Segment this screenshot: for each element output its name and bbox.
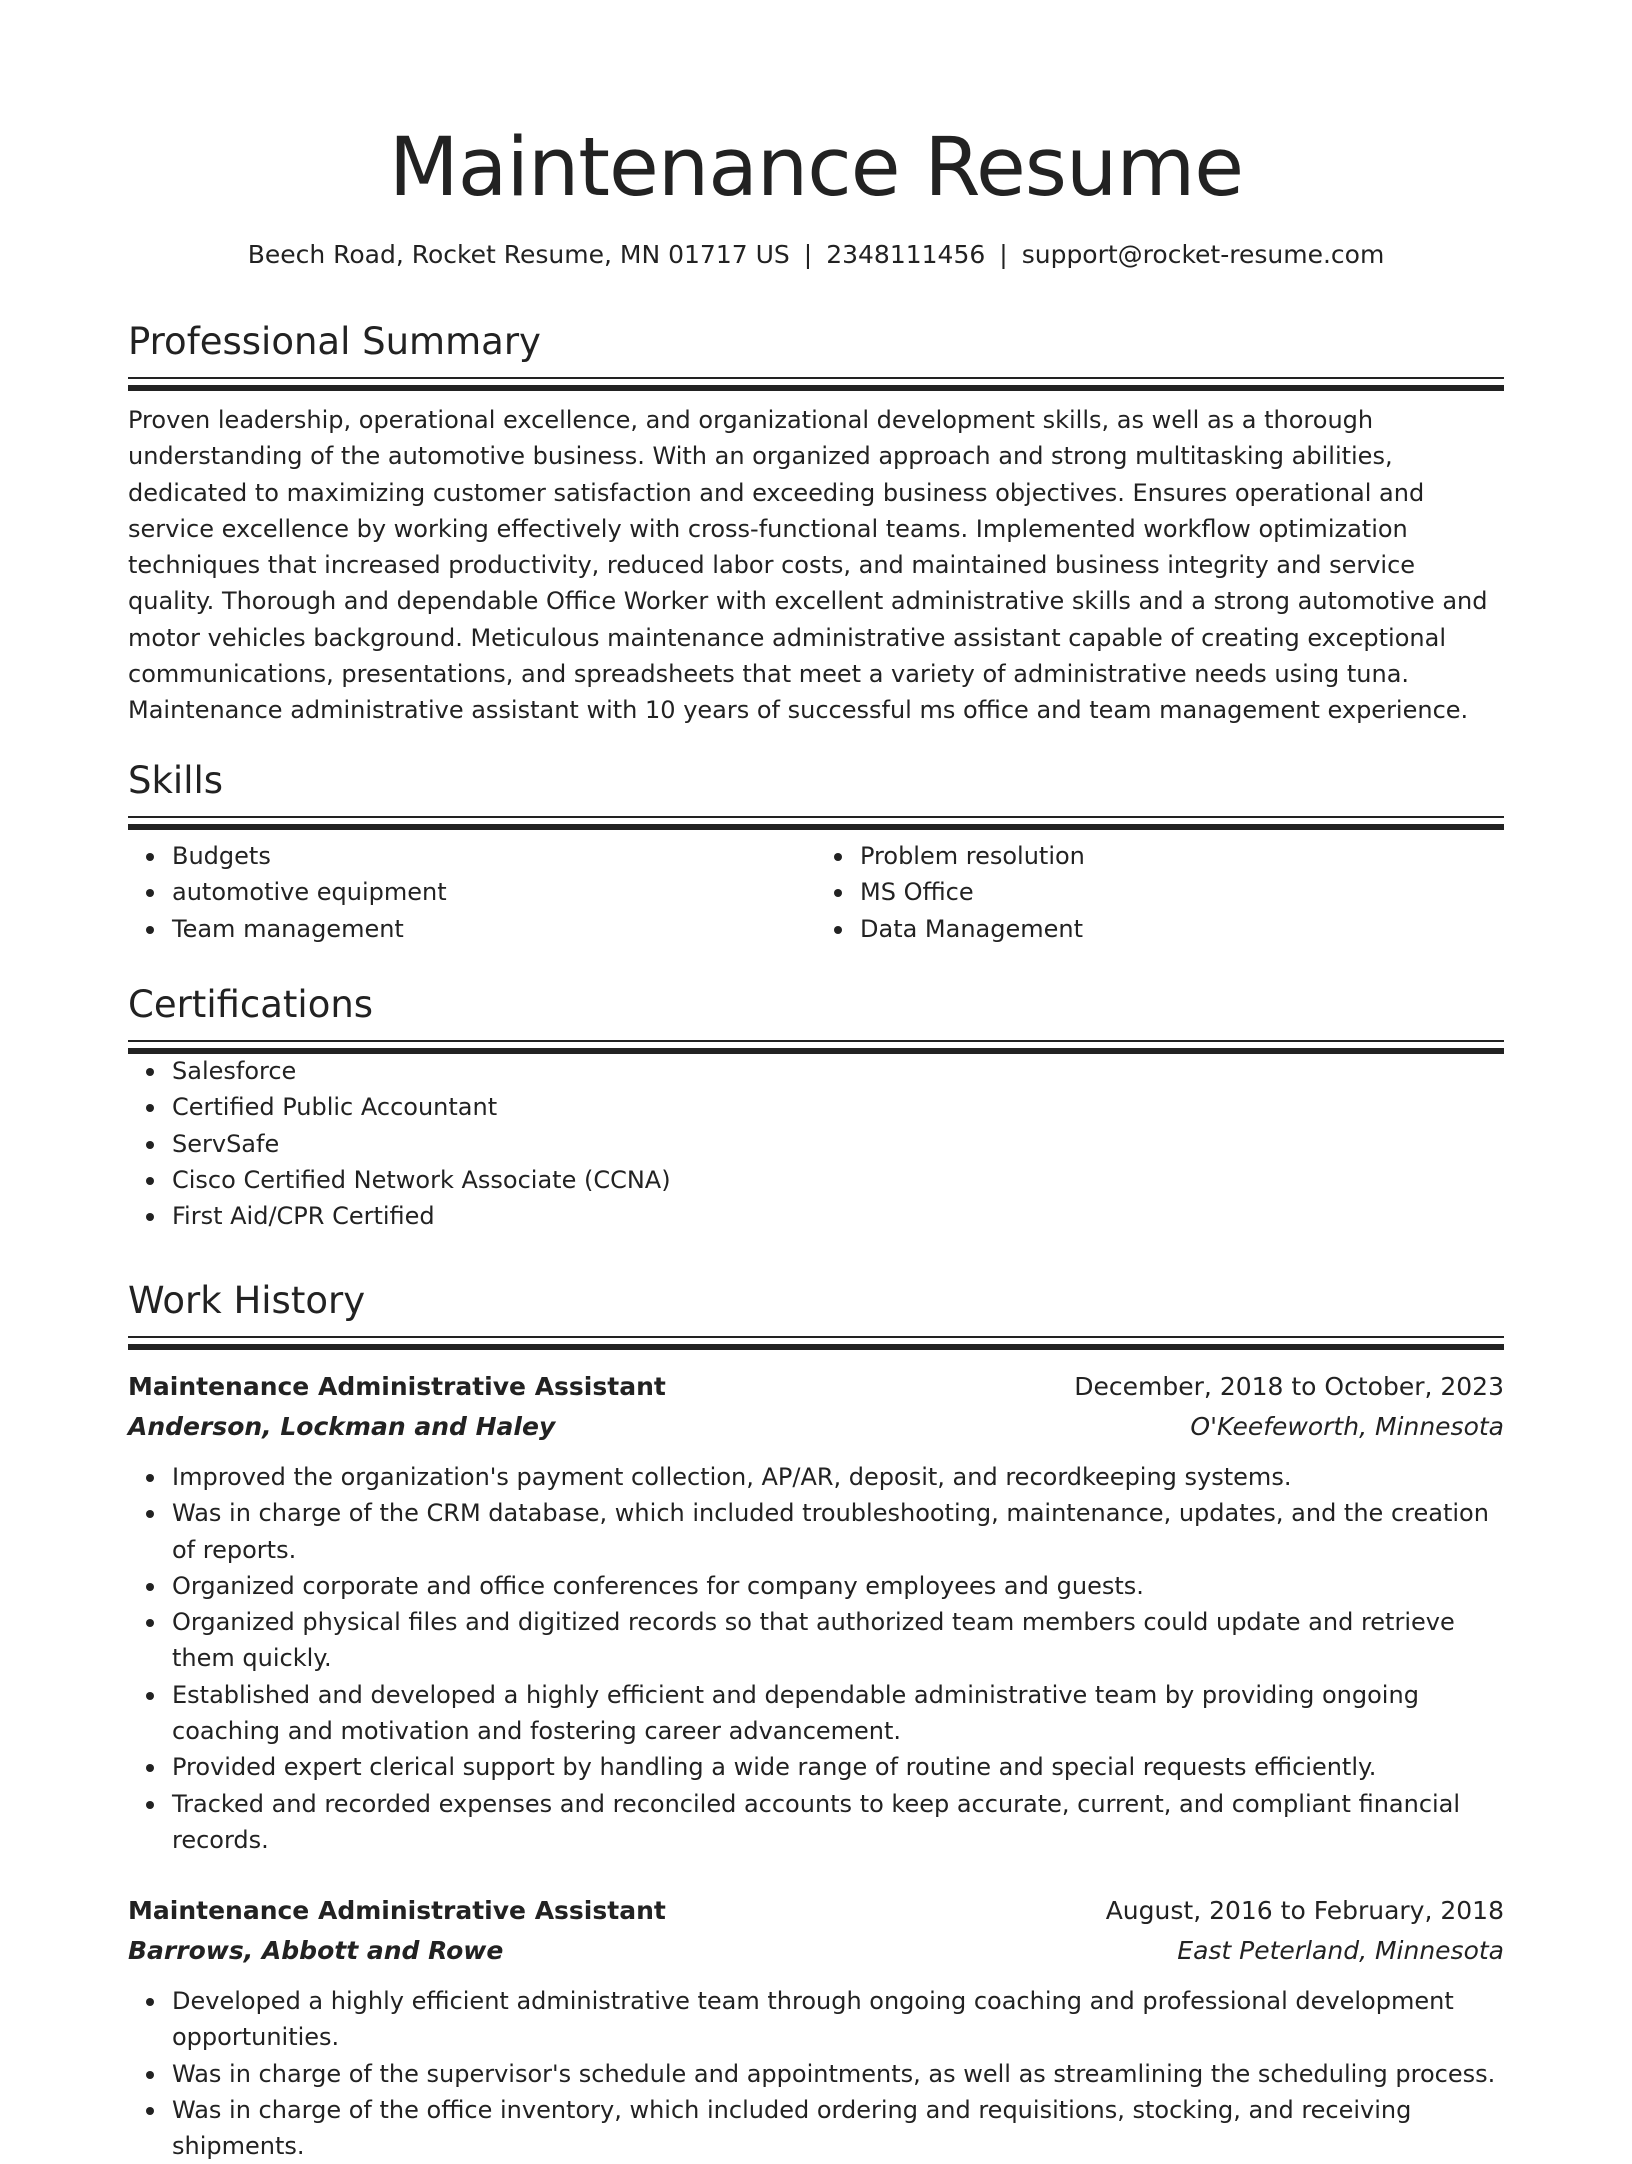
contact-phone: 2348111456: [826, 240, 986, 269]
skills-column-left: [128, 838, 816, 947]
summary-section: [128, 318, 1504, 729]
job-subheader-row: [128, 1931, 1504, 1971]
certifications-section: [128, 981, 1504, 1234]
work-history-section: [128, 1277, 1504, 1349]
certification-item: Salesforce: [172, 1053, 1504, 1089]
certifications-list: [128, 1053, 1504, 1234]
certification-item: ServSafe: [172, 1126, 1504, 1162]
contact-separator: |: [803, 240, 813, 269]
job-entry: [128, 1891, 1504, 2164]
skill-item: Budgets: [172, 838, 816, 874]
section-divider: [128, 1336, 1504, 1349]
skill-item: Problem resolution: [860, 838, 1504, 874]
job-subheader-row: [128, 1407, 1504, 1447]
summary-heading: Professional Summary: [128, 320, 541, 363]
section-divider: [128, 816, 1504, 829]
summary-text: Proven leadership, operational excellence, and organizational development skills, as well as a thorough understanding of the automotive business. With an organized approach and strong multitasking abilities, dedicated to maximizing customer satisfaction and exceeding business objectives. Ensures operational and service excellence by working effectively with cross-functional teams. Implemented workflow optimization techniques that increased productivity, reduced labor costs, and maintained business integrity and service quality. Thorough and dependable Office Worker with excellent administrative skills and a strong automotive and motor vehicles background. Meticulous maintenance administrative assistant capable of creating exceptional communications, presentations, and spreadsheets that meet a variety of administrative needs using tuna. Maintenance administrative assistant with 10 years of successful ms office and team management experience.: [128, 406, 1488, 725]
skill-item: Team management: [172, 911, 816, 947]
job-duty: Developed a highly efficient administrative team through ongoing coaching and professional development opportunities.: [172, 1983, 1504, 2056]
job-duties-list: [128, 1459, 1504, 1858]
job-duty: Established and developed a highly efficient and dependable administrative team by providing ongoing coaching and motivation and fostering career advancement.: [172, 1677, 1504, 1750]
certifications-heading: Certifications: [128, 983, 374, 1026]
job-duty: Tracked and recorded expenses and reconciled accounts to keep accurate, current, and compliant financial records.: [172, 1786, 1504, 1859]
job-header-row: [128, 1891, 1504, 1931]
skill-item: automotive equipment: [172, 874, 816, 910]
skill-item: Data Management: [860, 911, 1504, 947]
job-duty: Provided expert clerical support by handling a wide range of routine and special requests efficiently.: [172, 1749, 1504, 1785]
skills-section: [128, 757, 1504, 947]
certification-item: Certified Public Accountant: [172, 1089, 1504, 1125]
job-duties-list: [128, 1983, 1504, 2164]
job-location: O'Keefeworth, Minnesota: [1190, 1412, 1504, 1441]
job-location: East Peterland, Minnesota: [1177, 1936, 1504, 1965]
job-duty: Organized physical files and digitized records so that authorized team members could update and retrieve them quickly.: [172, 1604, 1504, 1677]
job-dates: August, 2016 to February, 2018: [1105, 1896, 1504, 1925]
job-duty: Was in charge of the CRM database, which included troubleshooting, maintenance, updates, and the creation of reports.: [172, 1495, 1504, 1568]
resume-title: Maintenance Resume: [388, 121, 1244, 215]
skills-grid: [128, 838, 1504, 947]
job-entry: [128, 1367, 1504, 1858]
skills-column-right: [816, 838, 1504, 947]
job-duty: Was in charge of the office inventory, which included ordering and requisitions, stocking, and receiving shipments.: [172, 2092, 1504, 2164]
job-dates: December, 2018 to October, 2023: [1074, 1372, 1504, 1401]
job-company: Anderson, Lockman and Haley: [128, 1412, 556, 1441]
job-title: Maintenance Administrative Assistant: [128, 1372, 666, 1401]
contact-line: [128, 238, 1504, 272]
certification-item: Cisco Certified Network Associate (CCNA): [172, 1162, 1504, 1198]
job-title: Maintenance Administrative Assistant: [128, 1896, 666, 1925]
job-header-row: [128, 1367, 1504, 1407]
job-duty: Improved the organization's payment collection, AP/AR, deposit, and recordkeeping systems.: [172, 1459, 1504, 1495]
section-divider: [128, 377, 1504, 390]
work-history-heading: Work History: [128, 1279, 366, 1322]
section-divider: [128, 1040, 1504, 1053]
contact-separator: |: [999, 240, 1008, 269]
skills-heading: Skills: [128, 759, 224, 802]
job-company: Barrows, Abbott and Rowe: [128, 1936, 504, 1965]
contact-email: support@rocket-resume.com: [1021, 240, 1385, 269]
skill-item: MS Office: [860, 874, 1504, 910]
contact-address: Beech Road, Rocket Resume, MN 01717 US: [247, 240, 790, 269]
job-duty: Was in charge of the supervisor's schedule and appointments, as well as streamlining the scheduling process.: [172, 2056, 1504, 2092]
job-duty: Organized corporate and office conferences for company employees and guests.: [172, 1568, 1504, 1604]
certification-item: First Aid/CPR Certified: [172, 1198, 1504, 1234]
